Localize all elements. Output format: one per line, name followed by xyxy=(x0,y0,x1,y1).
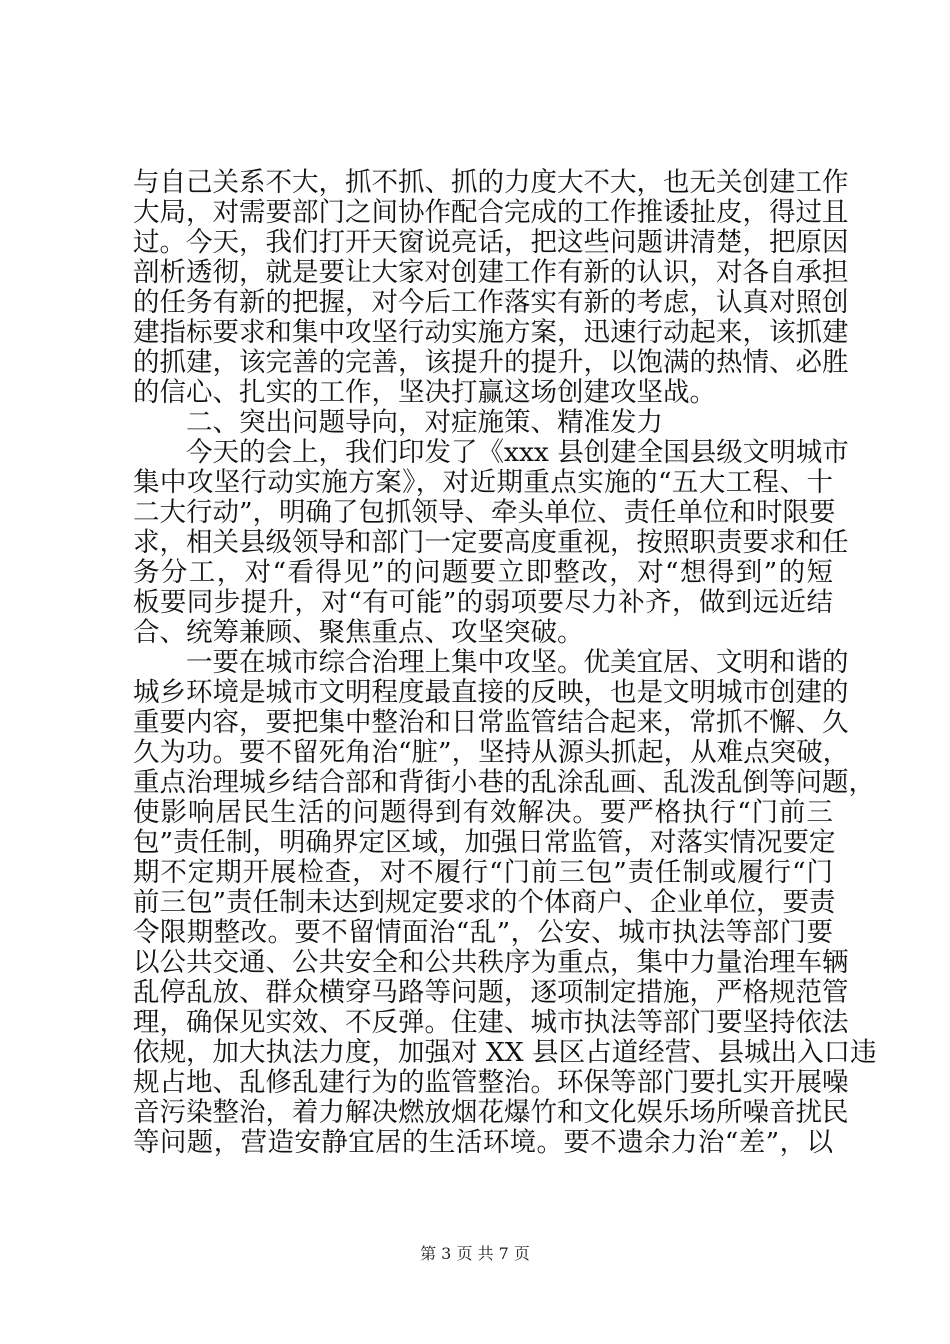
text-line: 包”责任制，明确界定区域，加强日常监管，对落实情况要定 xyxy=(133,827,836,858)
text-line: 求，相关县级领导和部门一定要高度重视，按照职责要求和任 xyxy=(133,527,849,558)
text-line: 务分工，对“看得见”的问题要立即整改，对“想得到”的短 xyxy=(133,557,833,588)
text-line: 剖析透彻，就是要让大家对创建工作有新的认识，对各自承担 xyxy=(133,257,849,288)
text-line: 以公共交通、公共安全和公共秩序为重点，集中力量治理车辆 xyxy=(133,947,849,978)
text-line: 的抓建，该完善的完善，该提升的提升，以饱满的热情、必胜 xyxy=(133,347,849,378)
text-line: 前三包”责任制未达到规定要求的个体商户、企业单位，要责 xyxy=(133,887,836,918)
text-line: 久为功。要不留死角治“脏”，坚持从源头抓起，从难点突破， xyxy=(133,737,850,768)
text-line: 合、统筹兼顾、聚焦重点、攻坚突破。 xyxy=(133,617,584,648)
text-line: 的信心、扎实的工作，坚决打赢这场创建攻坚战。 xyxy=(133,377,716,408)
text-line: 使影响居民生活的问题得到有效解决。要严格执行“门前三 xyxy=(133,797,833,828)
text-line: 二大行动”，明确了包抓领导、牵头单位、责任单位和时限要 xyxy=(133,497,836,528)
text-line: 集中攻坚行动实施方案》，对近期重点实施的“五大工程、十 xyxy=(133,467,833,498)
text-line: 城乡环境是城市文明程度最直接的反映，也是文明城市创建的 xyxy=(133,677,849,708)
text-line: 建指标要求和集中攻坚行动实施方案，迅速行动起来，该抓建 xyxy=(133,317,849,348)
page-footer xyxy=(0,1241,950,1264)
text-line: 重要内容，要把集中整治和日常监管结合起来，常抓不懈、久 xyxy=(133,707,849,738)
text-line: 令限期整改。要不留情面治“乱”，公安、城市执法等部门要 xyxy=(133,917,833,948)
text-line: 大局，对需要部门之间协作配合完成的工作推诿扯皮，得过且 xyxy=(133,197,849,228)
text-line: 的任务有新的把握，对今后工作落实有新的考虑，认真对照创 xyxy=(133,287,849,318)
text-line: 乱停乱放、群众横穿马路等问题，逐项制定措施，严格规范管 xyxy=(133,977,849,1008)
text-line: 音污染整治，着力解决燃放烟花爆竹和文化娱乐场所噪音扰民 xyxy=(133,1097,849,1128)
text-line: 等问题，营造安静宜居的生活环境。要不遗余力治“差”，以 xyxy=(133,1127,833,1158)
text-line: 板要同步提升，对“有可能”的弱项要尽力补齐，做到远近结 xyxy=(133,587,833,618)
body-text xyxy=(133,167,877,1158)
text-line: 依规，加大执法力度，加强对 XX 县区占道经营、县城出入口违 xyxy=(133,1037,877,1068)
text-line: 期不定期开展检查，对不履行“门前三包”责任制或履行“门 xyxy=(133,857,833,888)
page-number: 第 3 页 共 7 页 xyxy=(420,1244,530,1263)
text-line: 重点治理城乡结合部和背街小巷的乱涂乱画、乱泼乱倒等问题， xyxy=(133,767,875,798)
text-line: 过。今天，我们打开天窗说亮话，把这些问题讲清楚，把原因 xyxy=(133,227,849,258)
text-line: 一要在城市综合治理上集中攻坚。优美宜居、文明和谐的 xyxy=(186,647,849,678)
text-line: 今天的会上，我们印发了《xxx 县创建全国县级文明城市 xyxy=(186,437,849,468)
section-heading: 二、突出问题导向，对症施策、精准发力 xyxy=(186,407,663,438)
text-line: 规占地、乱修乱建行为的监管整治。环保等部门要扎实开展噪 xyxy=(133,1067,849,1098)
text-line: 与自己关系不大，抓不抓、抓的力度大不大，也无关创建工作 xyxy=(133,167,849,198)
text-line: 理，确保见实效、不反弹。住建、城市执法等部门要坚持依法 xyxy=(133,1007,849,1038)
